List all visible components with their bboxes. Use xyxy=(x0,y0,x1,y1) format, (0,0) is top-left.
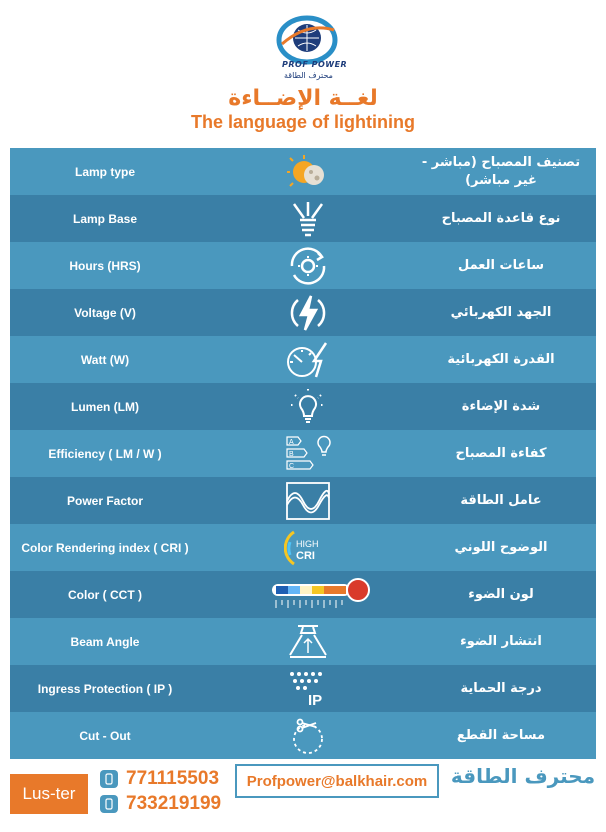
row-english-label: Cut - Out xyxy=(79,728,131,743)
thermometer-icon xyxy=(266,571,376,618)
table-row xyxy=(10,524,596,571)
row-arabic-label: القدرة الكهربائية xyxy=(447,351,555,367)
cri-bottom-label: CRI xyxy=(296,549,315,562)
row-english-label: Beam Angle xyxy=(70,634,140,649)
row-english-label: Voltage (V) xyxy=(74,305,136,320)
table-row xyxy=(10,289,596,336)
row-arabic-label: الجهد الكهربائي xyxy=(450,304,552,320)
lighting-terms-table xyxy=(10,148,596,760)
row-arabic-label: ساعات العمل xyxy=(457,257,544,273)
row-arabic-label: انتشار الضوء xyxy=(460,633,542,649)
row-english-label: Ingress Protection ( IP ) xyxy=(37,681,173,696)
table-row xyxy=(10,336,596,383)
row-english-label: Color Rendering index ( CRI ) xyxy=(21,540,189,555)
row-arabic-label: عامل الطاقة xyxy=(460,492,542,508)
footer-brand: محترف الطاقة xyxy=(450,764,596,788)
row-english-label: Lamp Base xyxy=(72,211,138,226)
row-arabic-label: مساحة القطع xyxy=(456,727,546,743)
row-english-label: Hours (HRS) xyxy=(69,258,141,273)
gauge-bolt-icon xyxy=(278,336,338,383)
row-arabic-label: كفاءة المصباح xyxy=(455,445,547,461)
scissors-circle-icon xyxy=(278,712,338,759)
row-arabic-label: شدة الإضاءة xyxy=(461,398,541,414)
row-english-label: Color ( CCT ) xyxy=(68,587,142,602)
brand-arabic: محترف الطاقة xyxy=(284,71,333,80)
row-english-label: Lamp type xyxy=(74,164,135,179)
phone-number-2: 733219199 xyxy=(126,793,222,814)
table-row xyxy=(10,618,596,665)
row-english-label: Lumen (LM) xyxy=(71,399,139,414)
title-english: The language of lightining xyxy=(191,112,415,132)
row-arabic-label: نوع قاعدة المصباح xyxy=(441,210,561,226)
table-row xyxy=(10,571,596,618)
table-row xyxy=(10,383,596,430)
row-english-label: Watt (W) xyxy=(80,352,130,367)
lamp-base-icon xyxy=(278,195,338,242)
title-arabic: لغــة الإضــاءة xyxy=(228,86,378,111)
phone-entry[interactable] xyxy=(100,792,221,816)
phone-icon xyxy=(100,770,118,788)
table-row xyxy=(10,712,596,759)
spotlight-icon xyxy=(278,618,338,665)
table-row xyxy=(10,665,596,712)
row-arabic-label: الوضوح اللوني xyxy=(454,539,548,555)
footer xyxy=(0,760,606,832)
table-row xyxy=(10,148,596,195)
rating-a-label: A xyxy=(289,438,294,446)
ip-label: IP xyxy=(308,691,323,709)
sun-moon-icon xyxy=(278,148,338,195)
email-link[interactable]: Profpower@balkhair.com xyxy=(235,764,439,798)
row-english-label: Efficiency ( LM / W ) xyxy=(48,446,162,461)
sine-wave-icon xyxy=(278,477,338,524)
row-arabic-label: لون الضوء xyxy=(468,586,534,602)
phone-number-1: 771115503 xyxy=(126,768,220,789)
row-arabic-label: تصنيف المصباح (مباشر - غير مباشر) xyxy=(421,154,581,188)
row-arabic-label: درجة الحماية xyxy=(460,680,542,696)
sun-cycle-icon xyxy=(278,242,338,289)
luster-logo: Lus-ter xyxy=(10,774,88,814)
rating-c-label: C xyxy=(289,462,295,470)
table-row xyxy=(10,430,596,477)
prof-power-logo xyxy=(262,14,352,84)
phone-icon xyxy=(100,795,118,813)
cri-icon xyxy=(278,524,338,571)
row-english-label: Power Factor xyxy=(66,493,144,508)
table-row xyxy=(10,242,596,289)
ip-rating-icon xyxy=(278,665,338,712)
rating-b-label: B xyxy=(289,450,294,458)
table-row xyxy=(10,477,596,524)
efficiency-rating-icon xyxy=(278,430,338,477)
brand-name: PROF POWER xyxy=(282,60,348,69)
lightning-bolt-icon xyxy=(278,289,338,336)
light-bulb-icon xyxy=(278,383,338,430)
globe-logo-icon xyxy=(262,14,352,66)
table-row xyxy=(10,195,596,242)
cri-top-label: HIGH xyxy=(296,538,319,549)
phone-entry[interactable] xyxy=(100,767,219,791)
